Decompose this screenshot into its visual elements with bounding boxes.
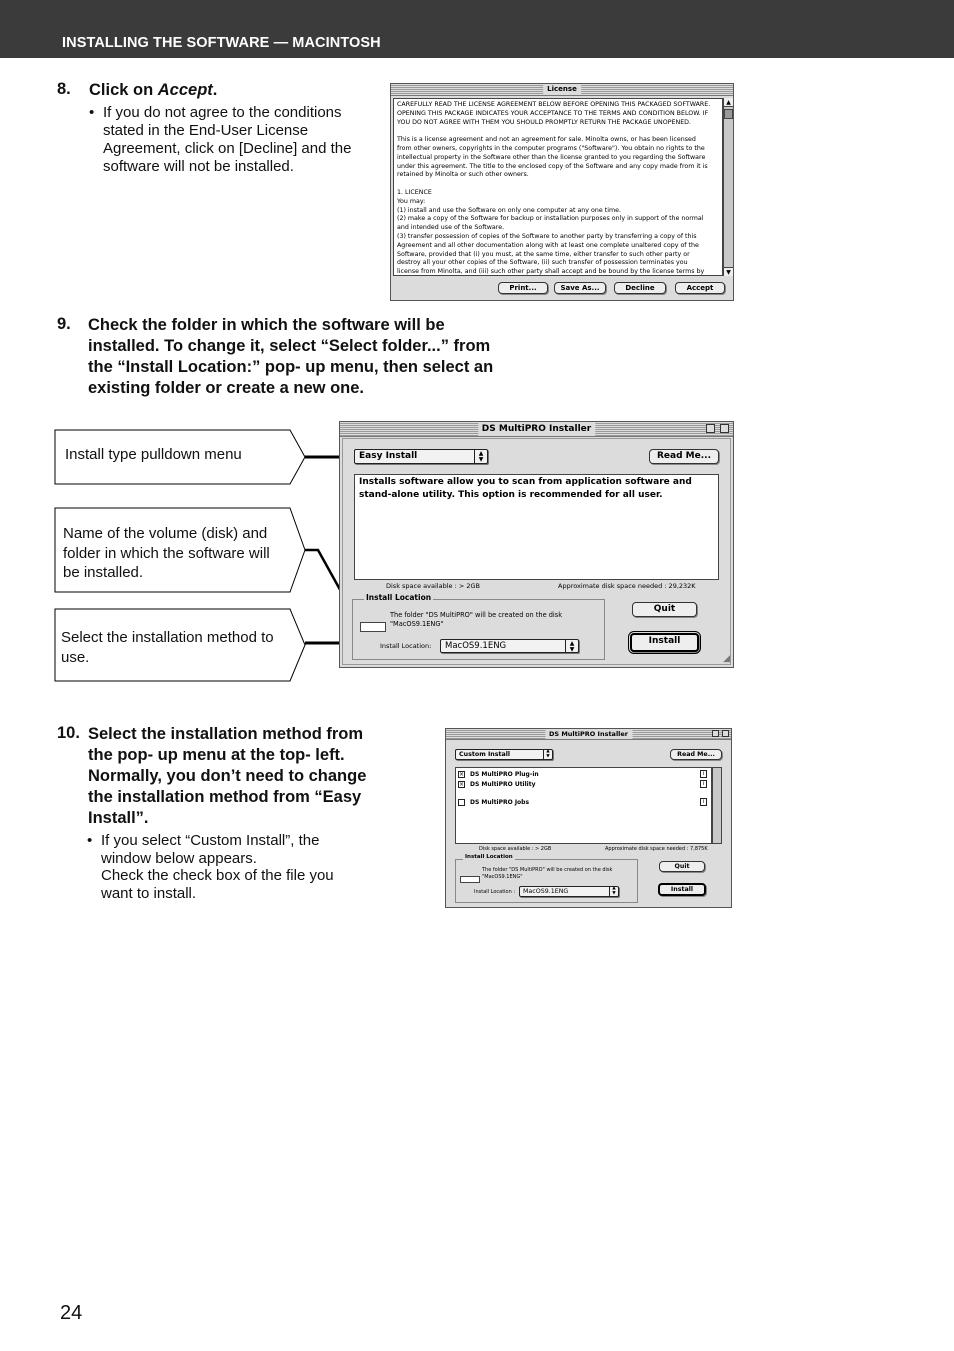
step-10-number: 10. bbox=[57, 724, 80, 742]
popup-arrows-icon: ▲ ▼ bbox=[543, 750, 552, 759]
license-text-line: CAREFULLY READ THE LICENSE AGREEMENT BELOW BEFORE OPENING THIS PACKAGED SOFTWARE. bbox=[397, 101, 711, 108]
license-text-line: intellectual property in the Software other than the license granted to you regarding the Software bbox=[397, 153, 706, 161]
license-text-line: (3) transfer possession of copies of the Software to another party by transferring a copy of this bbox=[397, 232, 697, 240]
install-description: Installs software allow you to scan from application software and stand-alone utility. This option is recommended for all user. bbox=[354, 474, 719, 580]
license-text-line: You may: bbox=[397, 197, 426, 205]
custom-install-location-group-label: Install Location bbox=[465, 854, 513, 860]
print-button[interactable]: Print... bbox=[498, 282, 548, 294]
folder-icon bbox=[360, 622, 386, 632]
installer-titlebar[interactable] bbox=[340, 422, 733, 437]
installer-window bbox=[339, 421, 734, 668]
license-text-line: retained by Minolta or such other owners. bbox=[397, 171, 529, 179]
install-button[interactable]: Install bbox=[630, 633, 699, 652]
component-list-scrollbar[interactable] bbox=[712, 767, 722, 844]
step-10-title: Select the installation method from the pop- up menu at the top- left. Normally, you don’t need to change the installation method from “Easy Install”. bbox=[88, 725, 367, 827]
custom-install-type-popup[interactable] bbox=[455, 749, 553, 760]
license-text-line: Agreement and all other documentation along with at least one complete unaltered copy of the bbox=[397, 241, 699, 249]
component-label: DS MultiPRO Jobs bbox=[470, 799, 530, 806]
checked-checkbox-icon[interactable]: × bbox=[459, 771, 465, 778]
custom-folder-creation-note: The folder "DS MultiPRO" will be created on the disk "MacOS9.1ENG" bbox=[482, 867, 613, 880]
folder-creation-note: The folder "DS MultiPRO" will be created on the disk "MacOS9.1ENG" bbox=[390, 611, 563, 628]
info-icon[interactable]: i bbox=[700, 798, 707, 806]
disk-space-available: Disk space available : > 2GB bbox=[386, 582, 480, 590]
resize-grip-icon[interactable]: ◢ bbox=[723, 654, 730, 664]
license-text-line: This is a license agreement and not an agreement for sale. Minolta owns, or has been licensed bbox=[397, 136, 696, 144]
step-8-number: 8. bbox=[57, 80, 71, 98]
zoom-box-icon[interactable] bbox=[712, 730, 719, 737]
install-location-label: Install Location: bbox=[380, 642, 432, 650]
install-location-popup[interactable] bbox=[440, 639, 579, 653]
license-text-line: under this agreement. The title to the enclosed copy of the Software and any copy made from it is bbox=[397, 162, 708, 170]
component-label: DS MultiPRO Plug-in bbox=[470, 771, 539, 778]
popup-arrows-icon: ▲ ▼ bbox=[474, 450, 487, 463]
license-window-title: License bbox=[543, 84, 581, 95]
step-9-title: Check the folder in which the software will be installed. To change it, select “Select folder...” from the “Install Location:” pop- up menu, then select an existing folder or create a new one. bbox=[88, 316, 494, 397]
step-8-bullet: • If you do not agree to the conditions stated in the End-User License Agreement, click on [Decline] and the software will not be installed. bbox=[103, 104, 353, 176]
license-text-line: destroy all your other copies of the Software, (ii) such transfer of possession terminates you bbox=[397, 259, 688, 267]
custom-folder-icon bbox=[460, 876, 480, 883]
scroll-down-arrow-icon[interactable]: ▼ bbox=[724, 267, 733, 276]
header-title: INSTALLING THE SOFTWARE — MACINTOSH bbox=[62, 35, 381, 51]
checked-checkbox-icon[interactable]: × bbox=[459, 781, 465, 788]
custom-installer-window bbox=[445, 728, 732, 908]
install-type-value: Easy Install bbox=[359, 451, 418, 461]
custom-install-type-value: Custom Install bbox=[459, 751, 511, 758]
component-row[interactable] bbox=[458, 798, 709, 807]
step-10-bullet-continued: Check the check box of the file you want to install. bbox=[101, 867, 334, 902]
install-location-group-label: Install Location bbox=[366, 593, 432, 602]
step-9-number: 9. bbox=[57, 315, 71, 333]
step-8-title-emphasis: Accept bbox=[157, 81, 213, 99]
step-8-title-prefix: Click on bbox=[89, 81, 158, 99]
install-type-popup[interactable] bbox=[354, 449, 488, 464]
custom-disk-space-needed: Approximate disk space needed : 7,875K bbox=[605, 846, 708, 852]
read-me-button[interactable]: Read Me... bbox=[649, 449, 719, 464]
save-as-button[interactable]: Save As... bbox=[554, 282, 606, 294]
license-text-line: (2) make a copy of the Software for backup or installation purposes only in support of the normal bbox=[397, 215, 704, 223]
popup-arrows-icon: ▲ ▼ bbox=[609, 887, 618, 896]
custom-install-location-popup[interactable] bbox=[519, 886, 619, 897]
license-text-line: OPENING THIS PACKAGE INDICATES YOUR ACCEPTANCE TO THE TERMS AND CONDITION BELOW. IF bbox=[397, 109, 709, 117]
component-label: DS MultiPRO Utility bbox=[470, 781, 536, 788]
license-text-line: from other owners, copyrights in the computer programs ("Software"). You obtain no rights to the bbox=[397, 144, 705, 152]
accept-button[interactable]: Accept bbox=[675, 282, 725, 294]
license-text-line: and intended use of the Software. bbox=[397, 224, 505, 232]
license-text-line: Software, provided that (i) you must, at the same time, either transfer to such other party or bbox=[397, 250, 690, 258]
info-icon[interactable]: i bbox=[700, 770, 707, 778]
zoom-box-icon[interactable] bbox=[706, 424, 715, 433]
custom-install-location-label: Install Location : bbox=[474, 889, 516, 895]
custom-install-location-value: MacOS9.1ENG bbox=[523, 888, 569, 895]
disk-space-needed: Approximate disk space needed : 29,232K bbox=[558, 582, 696, 590]
page-number: 24 bbox=[60, 1302, 83, 1324]
decline-button[interactable]: Decline bbox=[614, 282, 666, 294]
callout-install-method-text: Select the installation method to use. bbox=[61, 629, 274, 666]
custom-installer-title: DS MultiPRO Installer bbox=[545, 729, 632, 739]
license-text-line: 1. LICENCE bbox=[397, 188, 432, 196]
info-icon[interactable]: i bbox=[700, 780, 707, 788]
scroll-up-arrow-icon[interactable]: ▲ bbox=[724, 98, 733, 107]
custom-disk-space-available: Disk space available : > 2GB bbox=[479, 846, 552, 852]
component-row[interactable] bbox=[458, 770, 709, 779]
step-10-bullet: • If you select “Custom Install”, the window below appears. bbox=[101, 832, 361, 868]
popup-arrows-icon: ▲ ▼ bbox=[565, 640, 578, 652]
callout-volume-folder-text: Name of the volume (disk) and folder in which the software will be installed. bbox=[63, 525, 270, 581]
step-8-title-suffix: . bbox=[212, 81, 218, 99]
quit-button[interactable]: Quit bbox=[632, 602, 697, 617]
license-text-line: (1) install and use the Software on only one computer at any one time. bbox=[397, 206, 621, 214]
custom-install-button[interactable]: Install bbox=[658, 883, 706, 896]
install-location-value: MacOS9.1ENG bbox=[445, 641, 507, 651]
custom-quit-button[interactable]: Quit bbox=[659, 861, 705, 872]
custom-installer-titlebar[interactable] bbox=[446, 729, 731, 740]
custom-read-me-button[interactable]: Read Me... bbox=[670, 749, 722, 760]
callout-install-type-text: Install type pulldown menu bbox=[65, 446, 242, 463]
collapse-box-icon[interactable] bbox=[720, 424, 729, 433]
installer-window-title: DS MultiPRO Installer bbox=[478, 422, 595, 436]
component-list bbox=[455, 767, 712, 844]
license-text-line: YOU DO NOT AGREE WITH THEM YOU SHOULD PROMPTLY RETURN THE PACKAGE UNOPENED. bbox=[397, 118, 692, 126]
license-text-line: license from Minolta, and (iii) such other party shall accept and be bound by the license terms by bbox=[397, 268, 705, 276]
collapse-box-icon[interactable] bbox=[722, 730, 729, 737]
component-row[interactable] bbox=[458, 780, 709, 789]
unchecked-checkbox-icon[interactable] bbox=[458, 799, 465, 806]
